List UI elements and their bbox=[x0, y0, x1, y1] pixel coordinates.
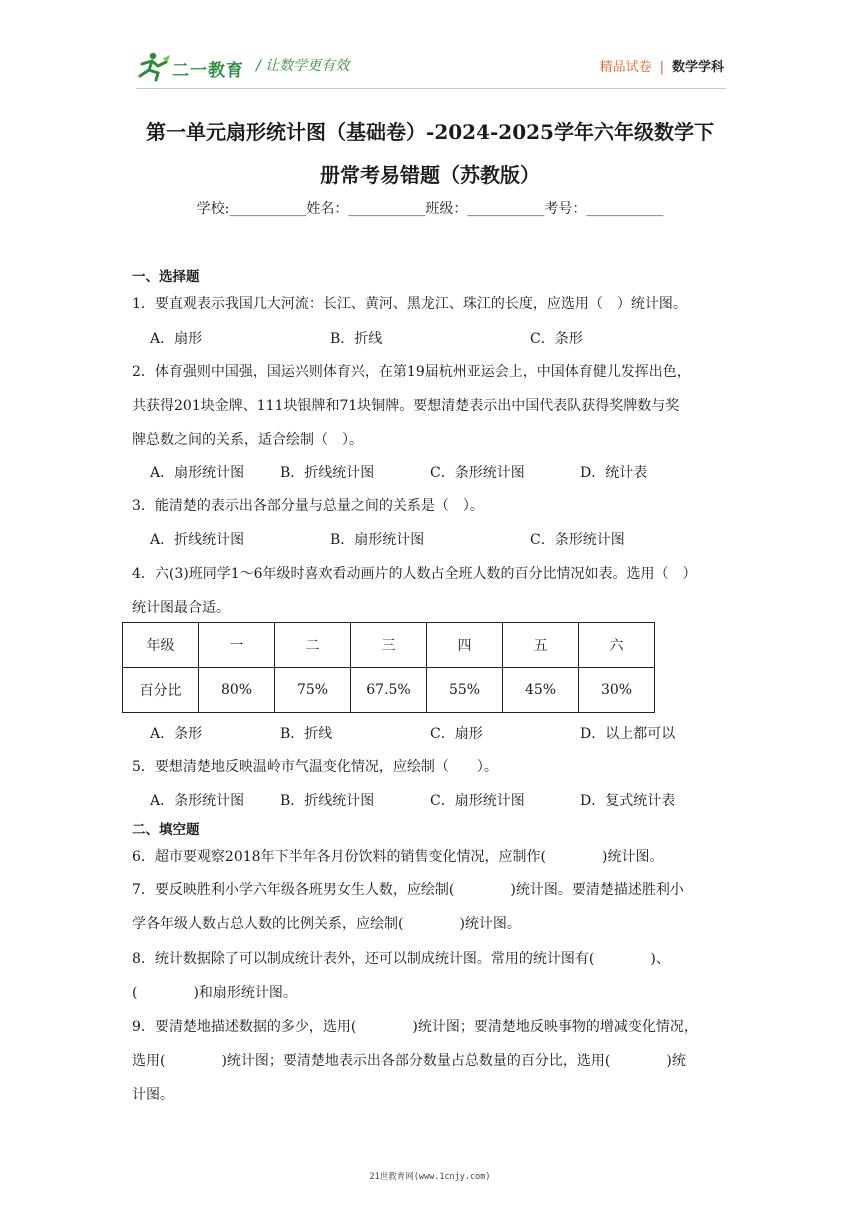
q2-option-a: A．扇形统计图 bbox=[150, 465, 245, 481]
table-cell: 67.5% bbox=[351, 668, 427, 713]
table-cell: 四 bbox=[427, 623, 503, 668]
table-cell: 六 bbox=[579, 623, 655, 668]
q4-option-b: B．折线 bbox=[280, 726, 333, 742]
question-4-line1: 4．六(3)班同学1～6年级时喜欢看动画片的人数占全班人数的百分比情况如表。选用（ ） bbox=[132, 566, 697, 582]
page-title-line1: 第一单元扇形统计图（基础卷）-2024-2025学年六年级数学下 bbox=[146, 120, 714, 144]
table-cell: 一 bbox=[199, 623, 275, 668]
student-info-line: 学校:___________姓名：___________班级：___________考号：___________ bbox=[196, 201, 664, 217]
table-cell: 二 bbox=[275, 623, 351, 668]
question-2-line3: 牌总数之间的关系，适合绘制（ ）。 bbox=[132, 432, 363, 448]
q1-option-a: A．扇形 bbox=[150, 331, 203, 347]
table-cell: 百分比 bbox=[123, 668, 199, 713]
question-8-line2: ( )和扇形统计图。 bbox=[132, 985, 297, 1001]
question-6: 6．超市要观察2018年下半年各月份饮料的销售变化情况，应制作( )统计图。 bbox=[132, 849, 664, 865]
header-tag-premium: 精品试卷 bbox=[599, 60, 652, 75]
table-cell: 三 bbox=[351, 623, 427, 668]
header-right bbox=[600, 56, 724, 75]
section-heading-fill: 二、填空题 bbox=[132, 822, 200, 838]
question-9-line3: 计图。 bbox=[132, 1087, 174, 1103]
q5-option-c: C．扇形统计图 bbox=[430, 793, 525, 809]
question-1: 1．要直观表示我国几大河流：长江、黄河、黑龙江、珠江的长度，应选用（ ）统计图。 bbox=[132, 296, 687, 312]
question-7-line1: 7．要反映胜利小学六年级各班男女生人数，应绘制( )统计图。要清楚描述胜利小 bbox=[132, 882, 684, 898]
q3-option-b: B．扇形统计图 bbox=[330, 532, 425, 548]
q3-option-a: A．折线统计图 bbox=[150, 532, 245, 548]
q4-option-c: C．扇形 bbox=[430, 726, 483, 742]
table-cell: 80% bbox=[199, 668, 275, 713]
section-heading-choice: 一、选择题 bbox=[132, 269, 200, 285]
question-5: 5．要想清楚地反映温岭市气温变化情况，应绘制（ ）。 bbox=[132, 759, 498, 775]
question-9-line1: 9．要清楚地描述数据的多少，选用( )统计图；要清楚地反映事物的增减变化情况， bbox=[132, 1019, 698, 1035]
table-cell: 年级 bbox=[123, 623, 199, 668]
header-tag-subject: 数学学科 bbox=[671, 60, 724, 75]
question-7-line2: 学各年级人数占总人数的比例关系，应绘制( )统计图。 bbox=[132, 916, 521, 932]
table-header-row bbox=[123, 623, 655, 668]
q2-option-b: B．折线统计图 bbox=[280, 465, 375, 481]
table-cell: 55% bbox=[427, 668, 503, 713]
q1-option-b: B．折线 bbox=[330, 331, 383, 347]
question-4-line2: 统计图最合适。 bbox=[132, 600, 230, 616]
question-3: 3．能清楚的表示出各部分量与总量之间的关系是（ ）。 bbox=[132, 498, 484, 514]
brand-name: 二一教育 bbox=[172, 61, 244, 81]
q2-option-d: D．统计表 bbox=[580, 465, 648, 481]
q5-option-d: D．复式统计表 bbox=[580, 793, 676, 809]
question-9-line2: 选用( )统计图；要清楚地表示出各部分数量占总数量的百分比，选用( )统 bbox=[132, 1053, 686, 1069]
table-cell: 30% bbox=[579, 668, 655, 713]
page-footer: 21世教育网(www.1cnjy.com) bbox=[369, 1172, 491, 1182]
question-2-line2: 共获得201块金牌、111块银牌和71块铜牌。要想清楚表示出中国代表队获得奖牌数与奖 bbox=[132, 398, 680, 414]
q2-option-c: C．条形统计图 bbox=[430, 465, 525, 481]
header-divider bbox=[136, 88, 726, 89]
header-separator: | bbox=[659, 60, 664, 75]
question-8-line1: 8．统计数据除了可以制成统计表外，还可以制成统计图。常用的统计图有( )、 bbox=[132, 951, 670, 967]
q4-option-a: A．条形 bbox=[150, 726, 203, 742]
question-2-line1: 2．体育强则中国强，国运兴则体育兴，在第19届杭州亚运会上，中国体育健儿发挥出色， bbox=[132, 364, 691, 380]
q5-option-a: A．条形统计图 bbox=[150, 793, 245, 809]
percentage-table bbox=[122, 622, 655, 713]
slogan: / 让数学更有效 bbox=[256, 58, 350, 74]
q5-option-b: B．折线统计图 bbox=[280, 793, 375, 809]
page-title-line2: 册常考易错题（苏教版） bbox=[320, 163, 540, 187]
q4-option-d: D．以上都可以 bbox=[580, 726, 676, 742]
q3-option-c: C．条形统计图 bbox=[530, 532, 625, 548]
table-row bbox=[123, 668, 655, 713]
q1-option-c: C．条形 bbox=[530, 331, 583, 347]
table-cell: 五 bbox=[503, 623, 579, 668]
table-cell: 75% bbox=[275, 668, 351, 713]
table-cell: 45% bbox=[503, 668, 579, 713]
